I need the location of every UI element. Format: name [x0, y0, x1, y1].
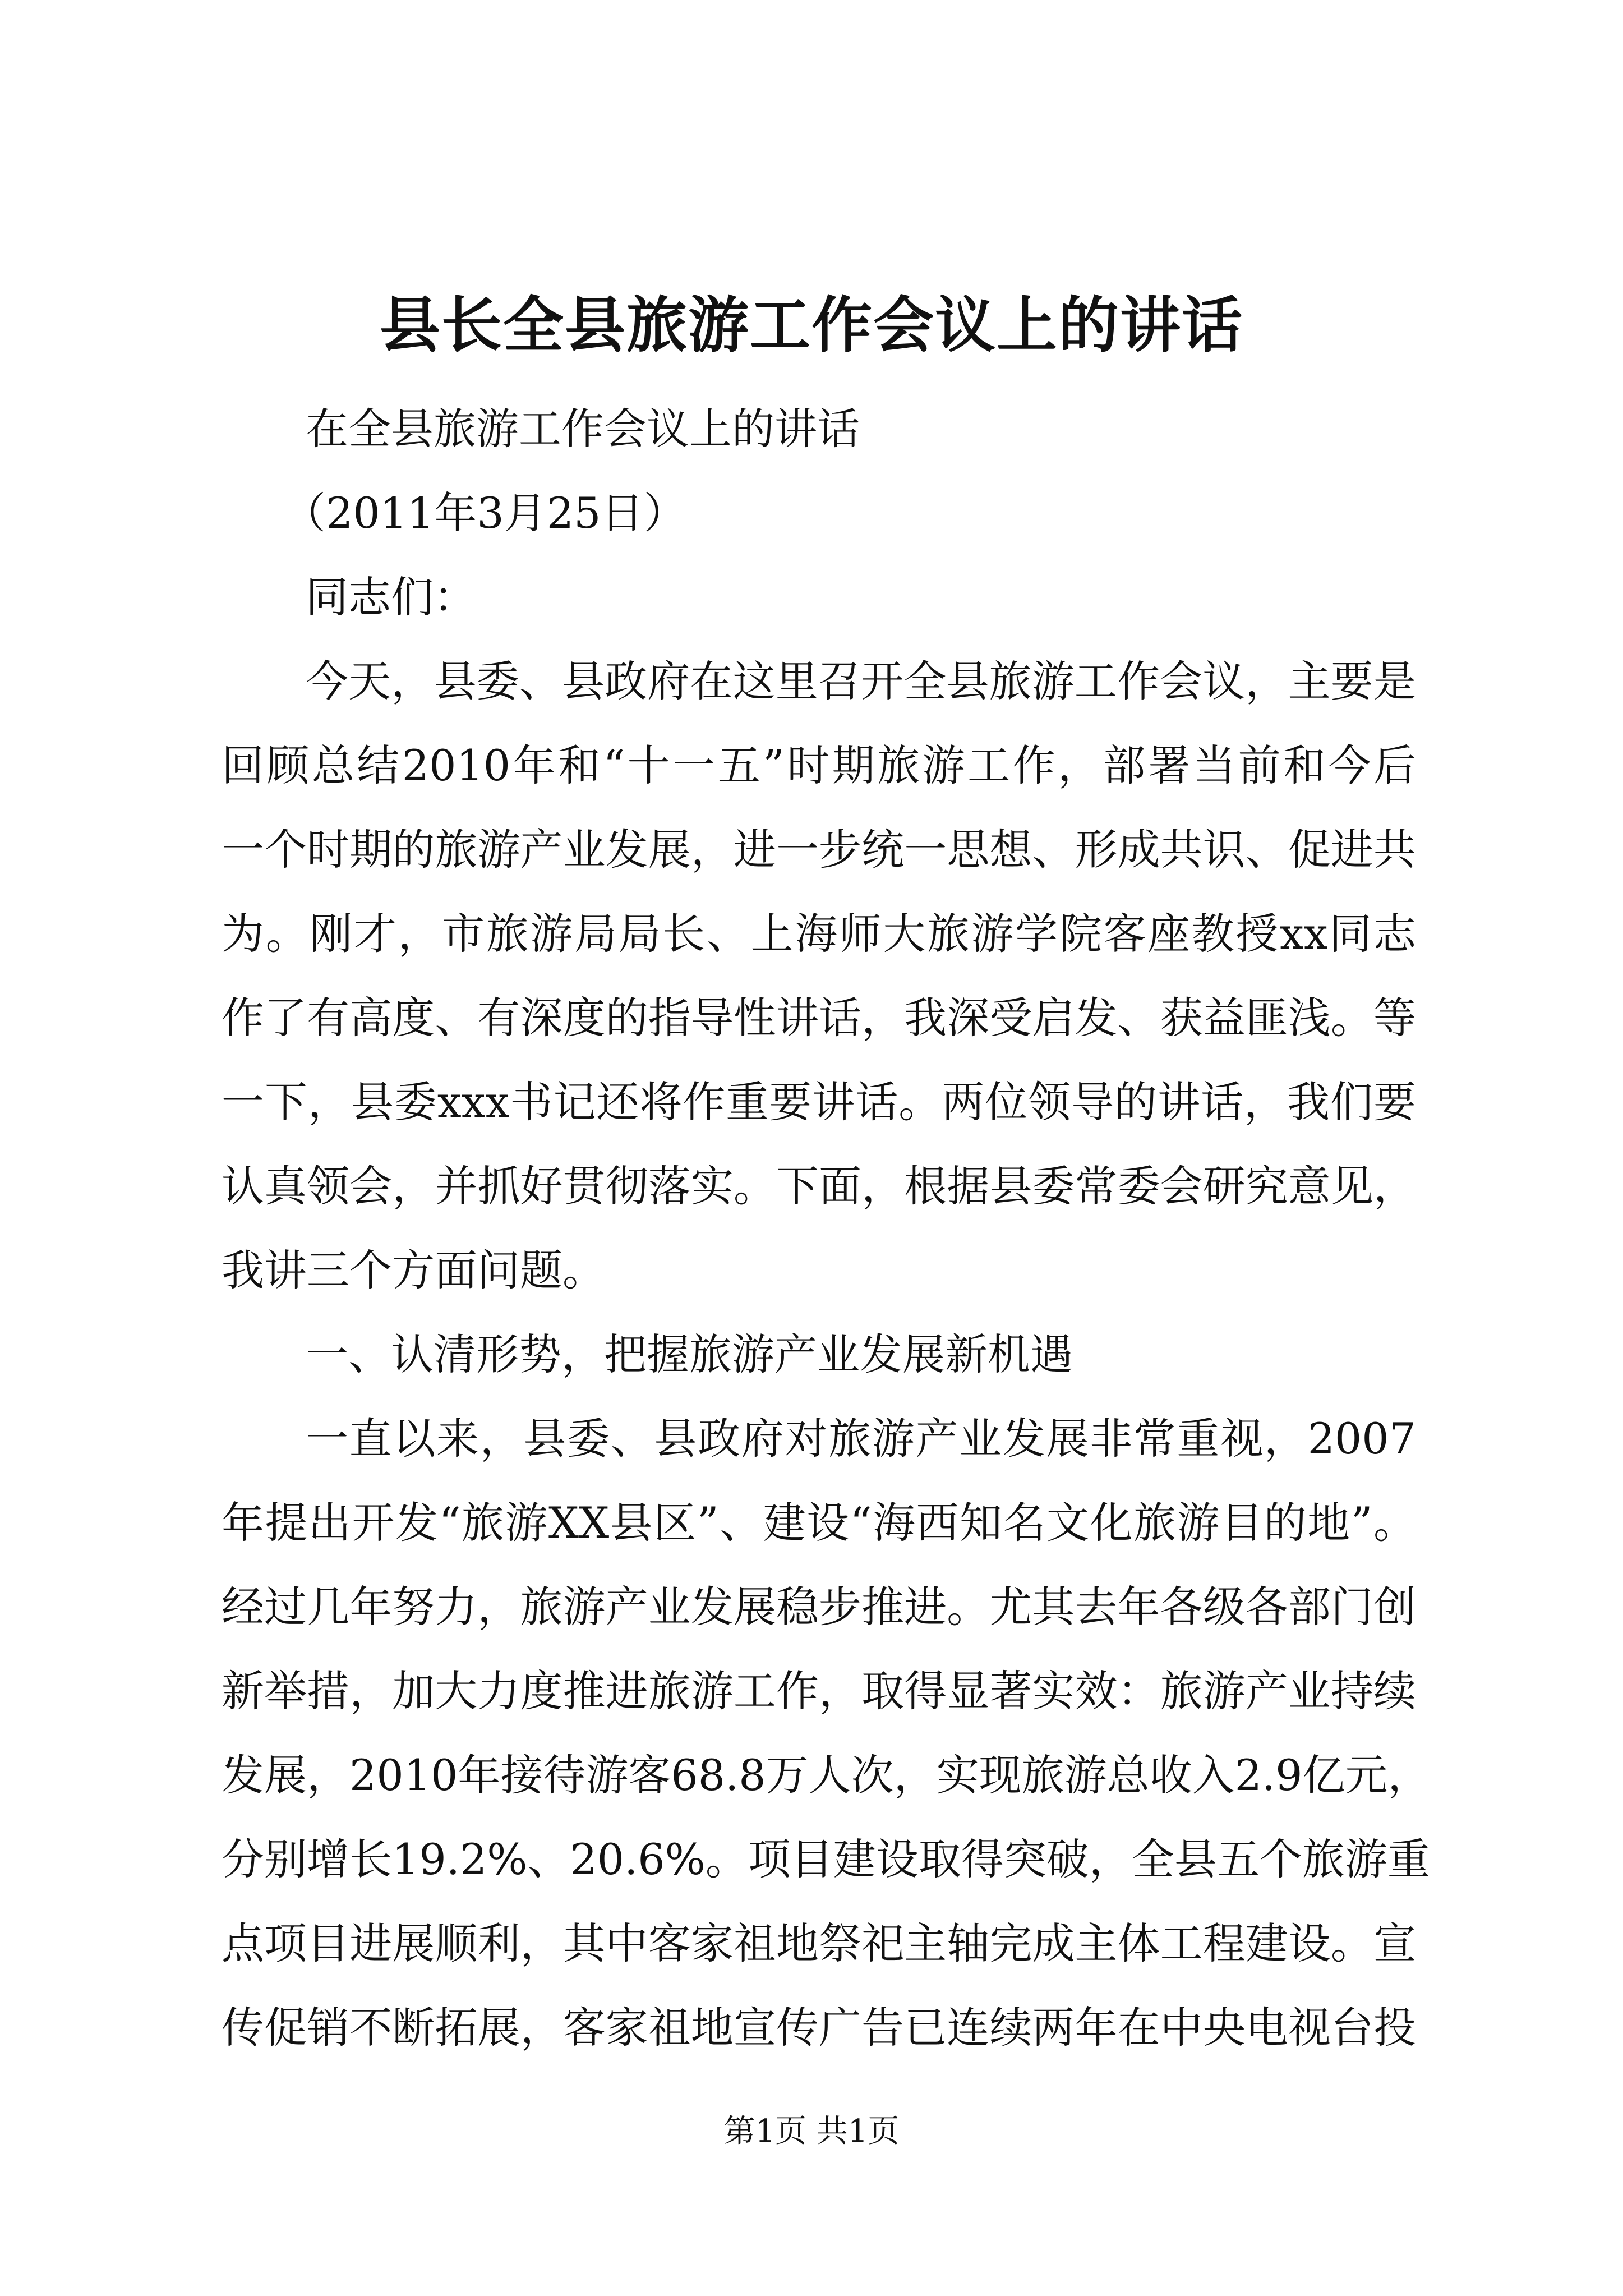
body-line: 传促销不断拓展，客家祖地宣传广告已连续两年在中央电视台投	[222, 2003, 1416, 2053]
body-line: 为。刚才，市旅游局局长、上海师大旅游学院客座教授xx同志	[222, 909, 1416, 959]
date-line: （2011年3月25日）	[283, 488, 686, 538]
body-line: 发展，2010年接待游客68.8万人次，实现旅游总收入2.9亿元，	[222, 1750, 1431, 1800]
body-line: 作了有高度、有深度的指导性讲话，我深受启发、获益匪浅。等	[222, 993, 1416, 1043]
body-line: 年提出开发“旅游XX县区”、建设“海西知名文化旅游目的地”。	[222, 1498, 1416, 1548]
body-line: 一个时期的旅游产业发展，进一步统一思想、形成共识、促进共	[222, 825, 1416, 875]
body-line: 我讲三个方面问题。	[222, 1245, 605, 1295]
page-footer: 第1页 共1页	[723, 2113, 900, 2150]
body-line: 一下，县委xxx书记还将作重要讲话。两位领导的讲话，我们要	[222, 1077, 1416, 1127]
body-line: 经过几年努力，旅游产业发展稳步推进。尤其去年各级各部门创	[222, 1582, 1416, 1632]
body-line: 分别增长19.2%、20.6%。项目建设取得突破，全县五个旅游重	[222, 1834, 1430, 1884]
document-body	[222, 387, 1431, 2070]
body-line: 点项目进展顺利，其中客家祖地祭祀主轴完成主体工程建设。宣	[222, 1918, 1416, 1968]
subtitle-line: 在全县旅游工作会议上的讲话	[306, 404, 860, 454]
section-heading: 一、认清形势，把握旅游产业发展新机遇	[306, 1329, 1073, 1379]
body-line: 回顾总结2010年和“十一五”时期旅游工作，部署当前和今后	[222, 740, 1416, 790]
body-line: 今天，县委、县政府在这里召开全县旅游工作会议，主要是	[306, 656, 1416, 706]
salutation-line: 同志们：	[306, 572, 476, 622]
body-line: 新举措，加大力度推进旅游工作，取得显著实效：旅游产业持续	[222, 1666, 1416, 1716]
document-title: 县长全县旅游工作会议上的讲话	[379, 290, 1243, 361]
body-line: 认真领会，并抓好贯彻落实。下面，根据县委常委会研究意见，	[222, 1161, 1416, 1211]
body-line: 一直以来，县委、县政府对旅游产业发展非常重视，2007	[306, 1414, 1416, 1464]
